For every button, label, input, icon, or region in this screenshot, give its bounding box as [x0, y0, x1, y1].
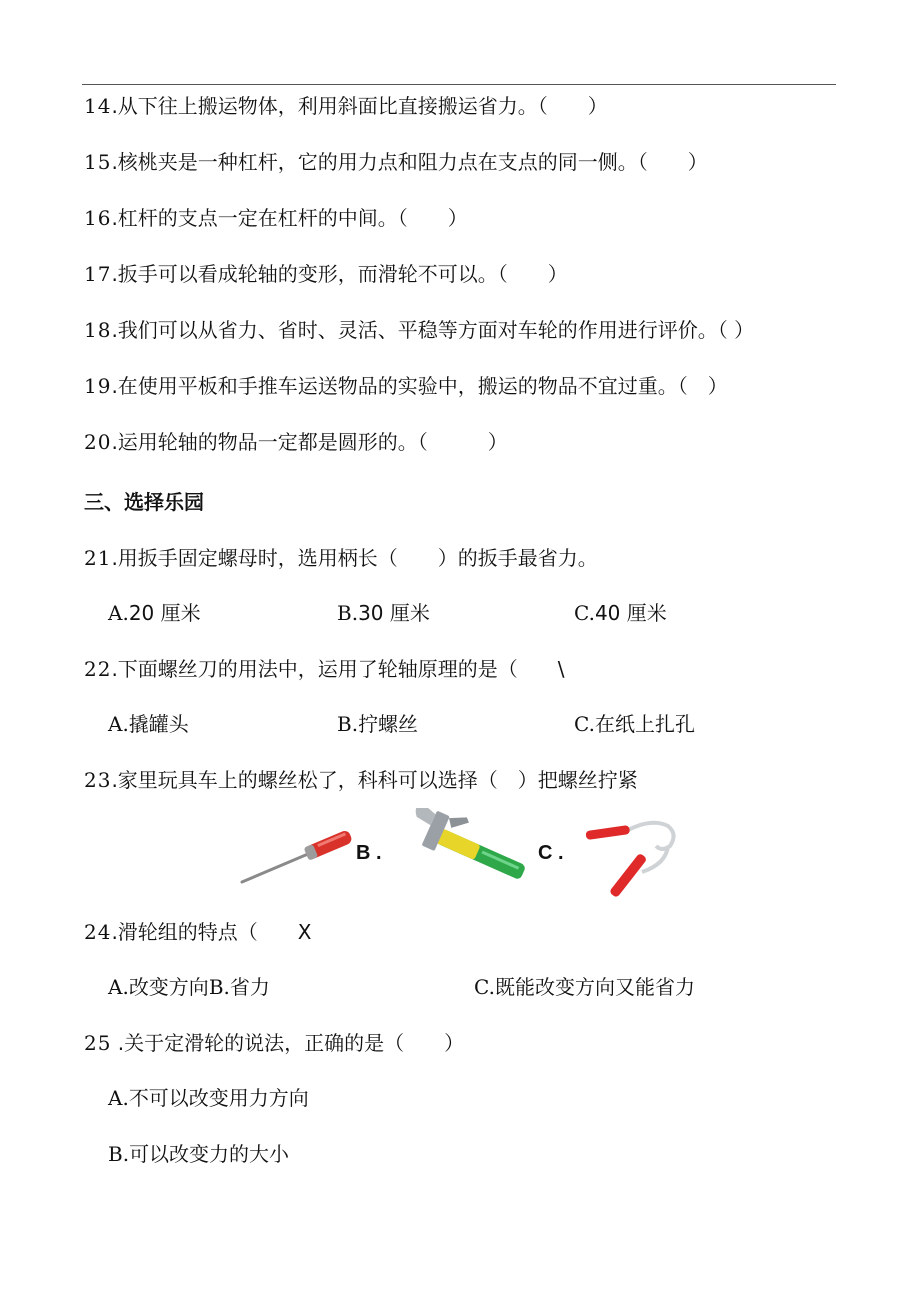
option-a: [108, 599, 201, 627]
option-c-label: C .: [538, 842, 564, 864]
question-text: .在使用平板和手推车运送物品的实验中，搬运的物品不宜过重。（ ）: [111, 374, 728, 398]
question-17: [84, 260, 568, 288]
option-b: [337, 599, 430, 627]
question-25: [84, 1029, 464, 1057]
question-text: .我们可以从省力、省时、灵活、平稳等方面对车轮的作用进行评价。（ ）: [111, 318, 755, 342]
option-a: [108, 710, 189, 738]
question-number: 15: [84, 150, 112, 174]
option-text: 拧螺丝: [358, 712, 419, 736]
option-b: [108, 1140, 289, 1168]
question-text: .用扳手固定螺母时，选用柄长（ ）的扳手最省力。: [111, 546, 598, 570]
option-label: C.: [474, 975, 495, 999]
question-number: 21: [84, 546, 112, 570]
question-19: [84, 372, 728, 400]
option-label: C.: [574, 712, 595, 736]
question-text: .核桃夹是一种杠杆，它的用力点和阻力点在支点的同一侧。（ ）: [111, 150, 708, 174]
question-16: [84, 204, 468, 232]
option-c: [474, 973, 695, 1001]
question-text: .从下往上搬运物体，利用斜面比直接搬运省力。（ ）: [111, 94, 608, 118]
question-text: .关于定滑轮的说法，正确的是（ ）: [111, 1031, 465, 1055]
hammer-icon: [402, 808, 534, 892]
question-number: 16: [84, 206, 112, 230]
option-label: A.: [108, 975, 129, 999]
question-14: [84, 92, 608, 120]
option-b-label: B .: [356, 842, 382, 864]
option-text: 改变方向: [128, 975, 209, 999]
option-text: 撬罐头: [128, 712, 189, 736]
question-number: 14: [84, 94, 112, 118]
question-number: 25: [84, 1031, 112, 1055]
option-b: [337, 710, 418, 738]
question-text: .滑轮组的特点（ X: [111, 920, 312, 944]
option-text: 省力: [229, 975, 270, 999]
option-text: 在纸上扎孔: [594, 712, 695, 736]
option-label: B.: [337, 601, 359, 625]
option-text: 20 厘米: [128, 601, 201, 625]
question-23: [84, 766, 638, 794]
question-text: .下面螺丝刀的用法中，运用了轮轴原理的是（ \: [111, 657, 565, 681]
question-number: 17: [84, 262, 112, 286]
screwdriver-icon: [238, 824, 358, 886]
option-text: 40 厘米: [594, 601, 667, 625]
question-text: .扳手可以看成轮轴的变形，而滑轮不可以。（ ）: [111, 262, 568, 286]
question-number: 24: [84, 920, 112, 944]
option-text: 不可以改变用力方向: [128, 1086, 309, 1110]
nutcracker-icon: [582, 816, 682, 898]
option-a: [108, 973, 270, 1001]
option-label: A.: [108, 712, 129, 736]
option-a: [108, 1084, 309, 1112]
question-text: .运用轮轴的物品一定都是圆形的。（ ）: [111, 430, 508, 454]
question-21: [84, 544, 598, 572]
question-22: [84, 655, 565, 683]
option-label: B.: [108, 1142, 130, 1166]
question-number: 20: [84, 430, 112, 454]
question-number: 22: [84, 657, 112, 681]
option-label: A.: [108, 1086, 129, 1110]
top-rule: [82, 84, 836, 85]
question-15: [84, 148, 708, 176]
option-text: 既能改变方向又能省力: [494, 975, 695, 999]
question-24: [84, 918, 312, 946]
question-number: 23: [84, 768, 112, 792]
question-number: 19: [84, 374, 112, 398]
question-number: 18: [84, 318, 112, 342]
option-c: [574, 599, 667, 627]
option-label: B.: [208, 975, 230, 999]
question-18: [84, 316, 754, 344]
option-text: 30 厘米: [358, 601, 430, 625]
question-text: .杠杆的支点一定在杠杆的中间。（ ）: [111, 206, 468, 230]
option-label: C.: [574, 601, 595, 625]
option-text: 可以改变力的大小: [129, 1142, 290, 1166]
section-title: 三、选择乐园: [84, 490, 204, 514]
question-20: [84, 428, 508, 456]
option-c: [574, 710, 695, 738]
question-text: .家里玩具车上的螺丝松了，科科可以选择（ ）把螺丝拧紧: [111, 768, 638, 792]
option-label: A.: [108, 601, 129, 625]
option-label: B.: [337, 712, 359, 736]
